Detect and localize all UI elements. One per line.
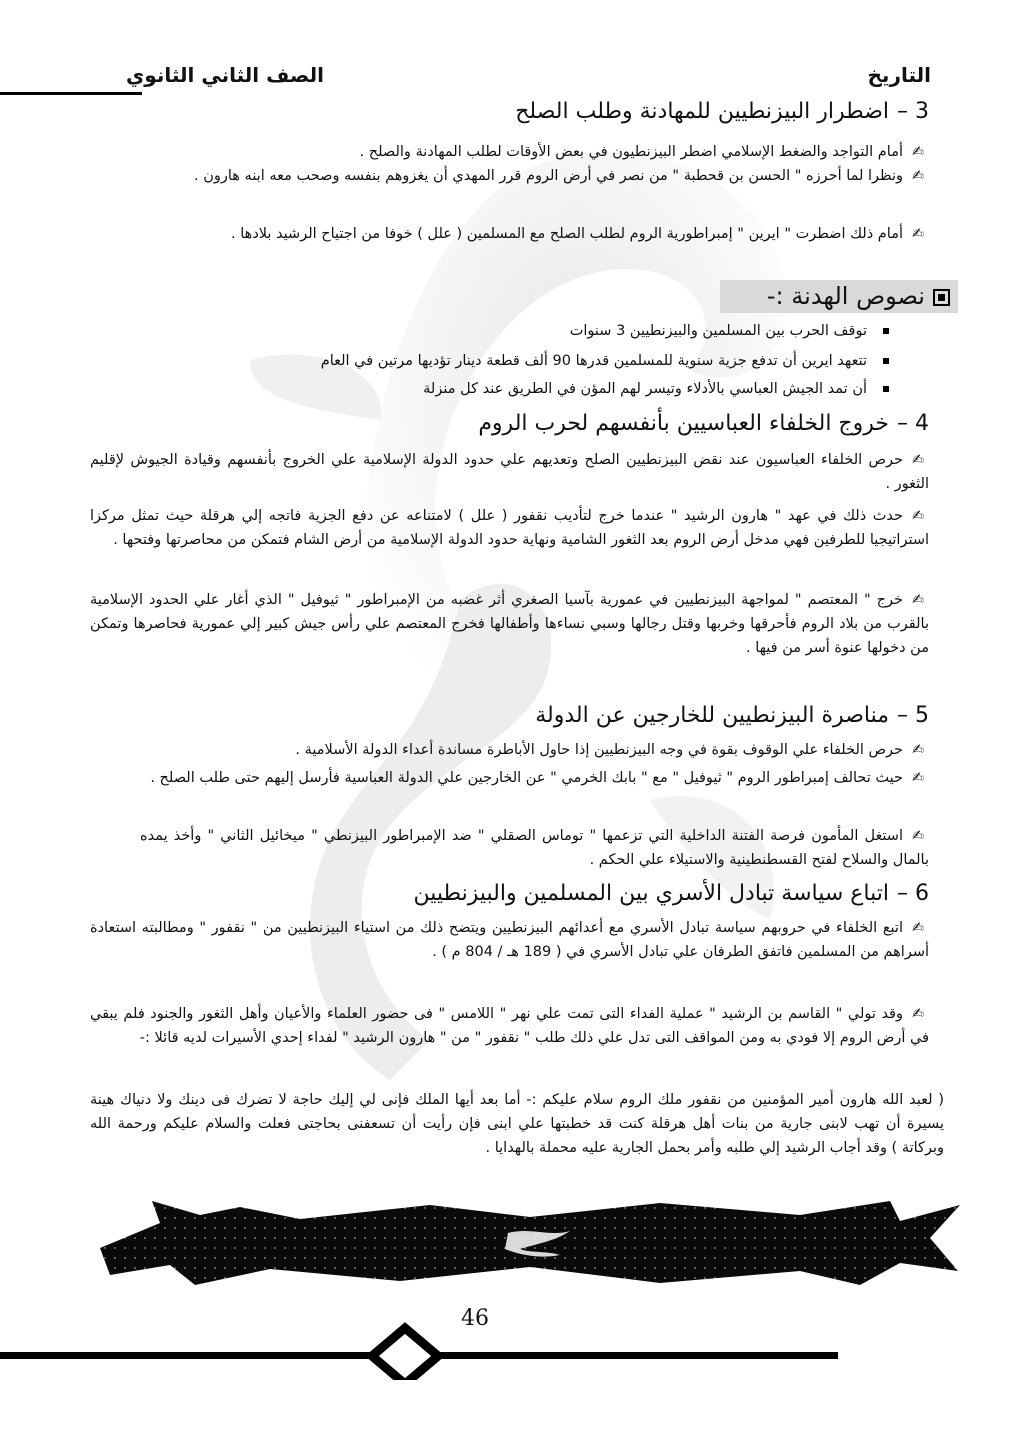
section-number: 3 – [897,99,929,124]
pen-icon: ✍ [912,168,924,184]
paragraph: ✍أمام ذلك اضطرت " ايرين " إمبراطورية الروم لطلب الصلح مع المسلمين ( علل ) خوفا من اجتياح الرشيد بلادها . [125,222,929,246]
section-title: خروج الخلفاء العباسيين بأنفسهم لحرب الروم [478,411,889,436]
list-item: توقف الحرب بين المسلمين والبيزنطيين 3 سنوات [570,320,889,342]
section-number: 4 – [897,411,929,436]
paragraph: ✍ونظرا لما أحرزه " الحسن بن قحطبة " من نصر في أرض الروم قرر المهدي أن يغزوهم بنفسه وصحب معه ابنه هارون . [90,164,929,188]
paragraph: ✍حرص الخلفاء علي الوقوف بقوة في وجه البيزنطيين إذا حاول الأباطرة مساندة أعداء الدولة الأسلامية . [90,738,929,762]
section-number: 5 – [897,703,929,728]
paragraph: ✍أمام التواجد والضغط الإسلامي اضطر البيزنطيون في بعض الأوقات لطلب المهادنة والصلح . [90,140,929,164]
subject-title: التاريخ [867,63,931,87]
pen-icon: ✍ [912,452,924,468]
decorative-banner [100,1193,960,1288]
section-title: مناصرة البيزنطيين للخارجين عن الدولة [535,703,889,728]
paragraph: ✍خرج " المعتصم " لمواجهة البيزنطيين في عمورية بآسيا الصغري أثر غضبه من الإمبراطور " ثيوفيل " الذي أغار علي الحدود الإسلامية بالقرب من بلاد الروم فأحرقها وخربها وقتل رجالها وسبي نساءها وأطفالها فخرج المعتصم علي رأس جيش كبير إلي عمورية فحاصرها وتمكن من دخولها عنوة أسر من فيها . [90,588,929,660]
paragraph: ✍حرص الخلفاء العباسيون عند نقض البيزنطيين الصلح وتعديهم علي حدود الدولة الإسلامية علي الخروج بأنفسهم وقيادة الجيوش لإقليم الثغور . [90,448,929,496]
pen-icon: ✍ [912,592,924,608]
list-item: أن تمد الجيش العباسي بالأدلاء وتيسر لهم المؤن في الطريق عند كل منزلة [423,378,889,400]
page-number: 46 [461,1306,489,1331]
section-4-heading [478,410,929,438]
list-item: تتعهد ايرين أن تدفع جزية سنوية للمسلمين قدرها 90 ألف قطعة دينار تؤديها مرتين في العام [321,350,889,372]
square-bullet-icon [933,289,950,306]
section-title: اضطرار البيزنطيين للمهادنة وطلب الصلح [515,99,889,124]
hudna-heading: نصوص الهدنة :- [720,280,958,313]
paragraph: ✍حدث ذلك في عهد " هارون الرشيد " عندما خرج لتأديب نقفور ( علل ) لامتناعه عن دفع الجزية فاتجه إلي هرقلة حيث تمثل مركزا استراتيجيا للطرفين فهي مدخل أرض الروم بعد الثغور الشامية ونهاية حدود الدولة الإسلامية من أرض الشام فتمكن من محاصرتها وفتحها . [90,504,929,552]
bullet-icon [883,386,889,392]
paragraph: ✍وقد تولي " القاسم بن الرشيد " عملية الفداء التى تمت علي نهر " اللامس " فى حضور العلماء والأعيان وأهل الثغور والجنود فلم يبقي في أرض الروم إلا فودي به ومن المواقف التى تدل علي ذلك طلب " نقفور " من " هارون الرشيد " لفداء إحدي الأسيرات لديه قائلا :- [90,1002,929,1050]
paragraph: ✍اتبع الخلفاء في حروبهم سياسة تبادل الأسري مع أعدائهم البيزنطيين ويتضح ذلك من استياء البيزنطيين من " نقفور " ومطالبته استعادة أسراهم من المسلمين فاتفق الطرفان علي تبادل الأسري في ( 189 هـ / 804 م ) . [90,916,929,964]
grade-title: الصف الثاني الثانوي [125,63,324,87]
pen-icon: ✍ [912,508,924,524]
letter-quote: ( لعبد الله هارون أمير المؤمنين من نقفور ملك الروم سلام عليكم :- أما بعد أيها الملك فإنى لي إليك حاجة لا تضرك فى دينك ولا دنياك هينة يسيرة أن تهب لابنى جارية من بنات أهل هرقلة كنت قد خطبتها علي ابنى فإن رأيت أن تسعفنى بحاجتى فعلت والسلام عليكم ورحمة الله وبركاتة ) وقد أجاب الرشيد إلي طلبه وأمر بحمل الجارية عليه محملة بالهدايا . [90,1092,944,1156]
pen-icon: ✍ [912,1006,924,1022]
section-6-heading [414,880,929,908]
section-5-heading [535,702,929,730]
section-3-heading [515,98,929,126]
bullet-icon [883,358,889,364]
bullet-icon [883,328,889,334]
paragraph: ✍استغل المأمون فرصة الفتنة الداخلية التي تزعمها " توماس الصقلي " ضد الإمبراطور البيزنطي " ميخائيل الثاني " وأخذ يمده بالمال والسلاح لفتح القسطنطينية والاستيلاء علي الحكم . [140,824,929,872]
section-title: اتباع سياسة تبادل الأسري بين المسلمين والبيزنطيين [413,881,889,906]
pen-icon: ✍ [912,742,924,758]
pen-icon: ✍ [912,828,924,844]
pen-icon: ✍ [912,226,924,242]
pen-icon: ✍ [912,770,924,786]
section-number: 6 – [897,881,929,906]
pen-icon: ✍ [912,144,924,160]
footer-ornament [0,1300,1024,1380]
header-underline [0,92,142,95]
paragraph: ✍حيث تحالف إمبراطور الروم " ثيوفيل " مع " بابك الخرمي " عن الخارجين علي الدولة العباسية فأرسل إليهم حتى طلب الصلح . [90,766,929,790]
pen-icon: ✍ [912,920,924,936]
